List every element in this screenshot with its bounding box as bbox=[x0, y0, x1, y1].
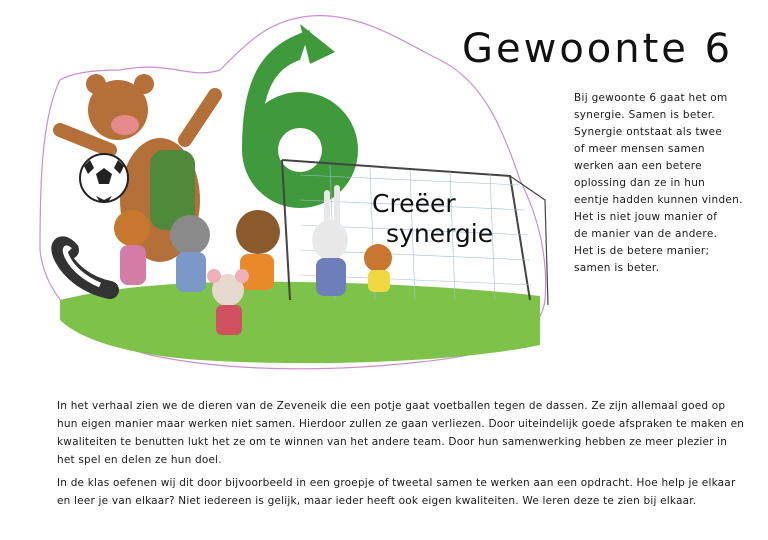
sidebar-line: Het is niet jouw manier of bbox=[574, 211, 718, 223]
sidebar-line: of meer mensen samen bbox=[574, 143, 705, 155]
sidebar-line: eentje hadden kunnen vinden. bbox=[574, 194, 743, 206]
sidebar-line: Bij gewoonte 6 gaat het om bbox=[574, 92, 728, 104]
sidebar-line: Synergie ontstaat als twee bbox=[574, 126, 723, 138]
sidebar-line: synergie. Samen is beter. bbox=[574, 109, 716, 121]
body-paragraph-2 bbox=[57, 474, 749, 510]
soccer-ball bbox=[80, 154, 128, 202]
body-paragraph-1 bbox=[57, 397, 749, 469]
page-title: Gewoonte 6 bbox=[462, 26, 734, 72]
sidebar-line: werken aan een betere bbox=[574, 160, 702, 172]
sidebar-line: Het is de betere manier; bbox=[574, 245, 710, 257]
body-line: en leer je van elkaar? Niet iedereen is gelijk, maar ieder heeft ook eigen kwaliteiten. We leren deze te zien bij elkaar. bbox=[57, 495, 697, 507]
number-six-graphic bbox=[242, 24, 358, 208]
skunk-character bbox=[60, 245, 110, 290]
sidebar-line: de manier van de andere. bbox=[574, 228, 718, 240]
body-line: kwaliteiten te benutten lukt het ze om te winnen van het andere team. Door hun samenwerking hebben ze meer plezier in bbox=[57, 436, 728, 448]
sign-line-2: synergie bbox=[386, 219, 494, 248]
grass-field bbox=[60, 282, 540, 364]
sign-line-1: Creëer bbox=[372, 189, 456, 218]
sidebar-line: samen is beter. bbox=[574, 262, 660, 274]
body-line: In het verhaal zien we de dieren van de Zeveneik die een potje gaat voetballen tegen de dassen. Ze zijn allemaal goed op bbox=[57, 400, 726, 412]
sign bbox=[372, 189, 493, 248]
sidebar-text bbox=[574, 90, 764, 277]
body-line: hun eigen manier maar werken niet samen. Hierdoor zullen ze gaan verliezen. Door uiteindelijk goede afspraken te maken en bbox=[57, 418, 745, 430]
body-line: het spel en delen ze hun doel. bbox=[57, 454, 222, 466]
body-line: In de klas oefenen wij dit door bijvoorbeeld in een groepje of tweetal samen te werken aan een opdracht. Hoe help je elkaar bbox=[57, 477, 736, 489]
squirrel-character bbox=[364, 244, 392, 292]
sidebar-line: oplossing dan ze in hun bbox=[574, 177, 706, 189]
